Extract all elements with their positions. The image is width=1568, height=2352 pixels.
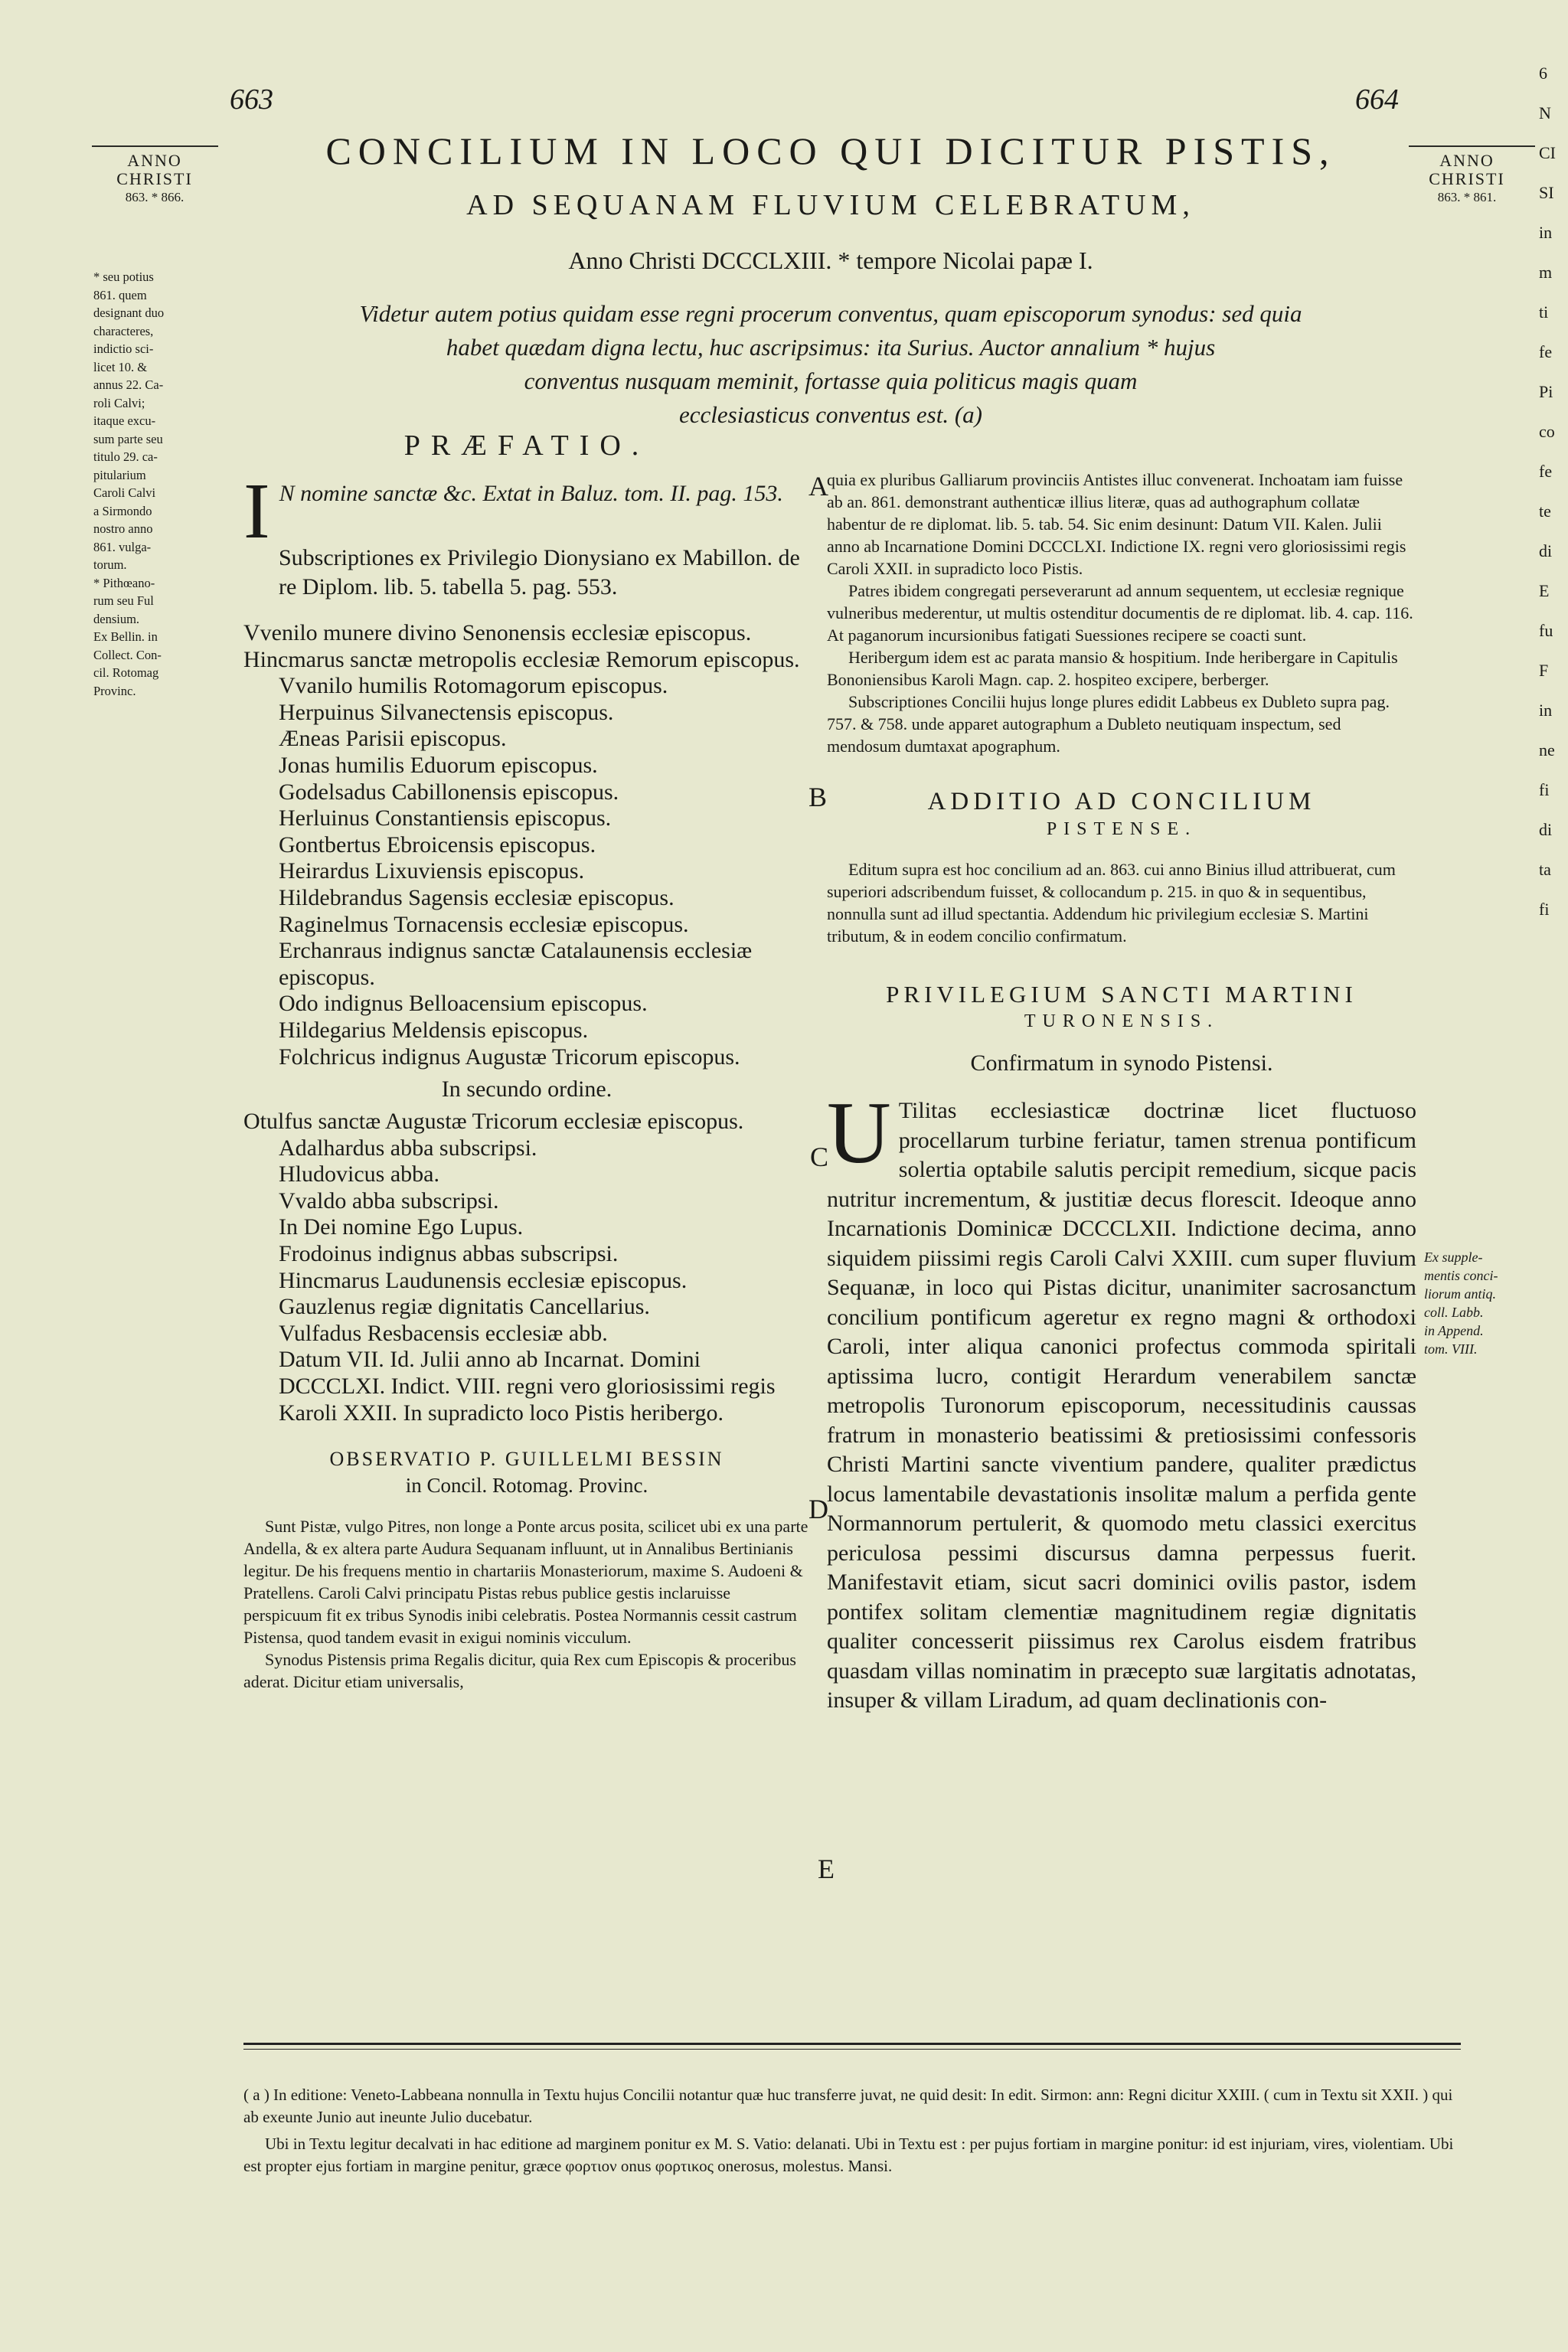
anno-left-years: 863. * 866.: [125, 190, 185, 204]
intro-line: conventus nusquam meminit, fortasse quia politicus magis quam: [524, 368, 1138, 394]
privilege-heading: PRIVILEGIUM SANCTI MARTINI: [886, 981, 1357, 1008]
subscriber-entry: Gauzlenus regiæ dignitatis Cancellarius.: [279, 1294, 650, 1320]
anno-rule-left: [92, 145, 218, 147]
margin-letter: A: [808, 471, 828, 501]
note-para: Patres ibidem congregati perseverarunt ad annum sequentem, ut ecclesiæ regnique vulneribus mederentur, ut multis ostenditur documentis de re diplomat. lib. 4. cap. 116. At paganorum incursionibus fatigati Suessiones recipere se coacti sunt.: [827, 581, 1413, 645]
subscriber-entry: Erchanraus indignus sanctæ Catalaunensis ecclesiæ episcopus.: [279, 938, 753, 990]
anno-right-years: 863. * 861.: [1437, 190, 1497, 204]
subscriber-entry: Vvenilo munere divino Senonensis ecclesiæ episcopus.: [243, 620, 752, 645]
addition-heading: ADDITIO AD CONCILIUM: [927, 788, 1316, 815]
edge-fragment: in: [1539, 223, 1553, 242]
subscriber-list-second: [243, 1109, 810, 1426]
subscriber-entry: Adalhardus abba subscripsi.: [279, 1135, 537, 1161]
intro-line: Videtur autem potius quidam esse regni procerum conventus, quam episcoporum synodus: sed quia: [359, 300, 1302, 327]
addition-text: Editum supra est hoc concilium ad an. 863. cui anno Binius illud attribuerat, cum superiori adscribendum fuisset, & collocandum p. 215. in quo & in sequentibus, nonnulla sunt ad illud spectantia. Addendum hic privilegium ecclesiæ S. Martini tributum, & in eodem concilio confirmatum.: [827, 860, 1396, 946]
subscriber-entry: Herluinus Constantiensis episcopus.: [279, 805, 612, 831]
margin-note-line: coll. Labb.: [1424, 1305, 1484, 1320]
drop-cap: I: [243, 467, 270, 555]
subscriber-entry: Herpuinus Silvanectensis episcopus.: [279, 699, 614, 725]
edge-fragment: ne: [1539, 740, 1555, 760]
subscriber-entry: Frodoinus indignus abbas subscripsi.: [279, 1241, 619, 1267]
edge-fragment: 6: [1539, 64, 1547, 83]
second-order-heading: In secundo ordine.: [441, 1076, 612, 1102]
anno-christi-right: [1413, 152, 1521, 207]
subscriber-entry: Jonas humilis Eduorum episcopus.: [279, 752, 598, 778]
margin-note-line: Provinc.: [93, 683, 136, 698]
edge-fragment: fe: [1539, 342, 1553, 361]
margin-note-line: roli Calvi;: [93, 395, 145, 410]
margin-note-line: itaque excu-: [93, 413, 156, 428]
edge-fragment: F: [1539, 661, 1549, 680]
council-subtitle: AD SEQUANAM FLUVIUM CELEBRATUM,: [466, 189, 1195, 221]
council-date-line: Anno Christi DCCCLXIII. * tempore Nicolai papæ I.: [568, 247, 1093, 274]
edge-fragment: Pi: [1539, 382, 1553, 401]
subscriber-list: [243, 620, 810, 1070]
subscriber-entry: Datum VII. Id. Julii anno ab Incarnat. Domini DCCCLXI. Indict. VIII. regni vero gloriosissimi regis Karoli XXII. In supradicto loco Pistis heribergo.: [279, 1347, 776, 1426]
subscriber-entry: Otulfus sanctæ Augustæ Tricorum ecclesiæ episcopus.: [243, 1109, 744, 1135]
observatio-heading: [243, 1446, 810, 1498]
margin-note-line: in Append.: [1424, 1323, 1484, 1338]
margin-note-line: indictio sci-: [93, 341, 154, 356]
anno-left-line1: ANNO: [127, 151, 182, 170]
edge-fragment: di: [1539, 541, 1553, 560]
edge-fragment: m: [1539, 263, 1553, 282]
margin-letter: B: [808, 782, 828, 812]
edge-fragment: SI: [1539, 183, 1554, 202]
note-para: Subscriptiones Concilii hujus longe plures edidit Labbeus ex Dubleto supra pag. 757. & 758. unde apparet autographum a Dubleto neutiquam inspectum, sed mendosum dumtaxat apographum.: [827, 692, 1390, 756]
subscriber-entry: Folchricus indignus Augustæ Tricorum episcopus.: [279, 1044, 740, 1070]
margin-note-line: designant duo: [93, 305, 165, 320]
observatio-para: Sunt Pistæ, vulgo Pitres, non longe a Ponte arcus posita, scilicet ubi ex una parte Andella, & ex altera parte Audura Sequanam influunt, ut in Annalibus Bertinianis legitur. De his frequens mentio in chartariis Monasteriorum, maxime S. Audoeni & Pratellens. Caroli Calvi principatu Pistas rebus publice gestis inclaruisse perspicuum fit ex tribus Synodis inibi celebratis. Postea Normannis cessit castrum Pistensa, quod tandem evasit in exigui nominis vicculum.: [243, 1517, 808, 1648]
margin-note-line: rum seu Ful: [93, 593, 154, 608]
privilege-subheading: TURONENSIS.: [1024, 1011, 1220, 1031]
subscriber-entry: Godelsadus Cabillonensis episcopus.: [279, 779, 619, 805]
subscriber-entry: Heirardus Lixuviensis episcopus.: [279, 858, 585, 884]
margin-letter: E: [818, 1854, 835, 1884]
margin-note-line: licet 10. &: [93, 359, 148, 374]
observatio-text: [243, 1515, 810, 1693]
margin-note-line: cil. Rotomag: [93, 665, 159, 680]
addition-subheading: PISTENSE.: [1046, 819, 1197, 839]
footnote-rule: [243, 2049, 1461, 2050]
subscriber-entry: Vulfadus Resbacensis ecclesiæ abb.: [279, 1320, 608, 1346]
observatio-para: Synodus Pistensis prima Regalis dicitur, quia Rex cum Episcopis & proceribus aderat. Dicitur etiam universalis,: [243, 1650, 796, 1692]
edge-fragment: fi: [1539, 780, 1550, 799]
right-margin-note: [1424, 1248, 1539, 1358]
subscriber-entry: Vvanilo humilis Rotomagorum episcopus.: [279, 673, 668, 699]
margin-note-line: 861. quem: [93, 287, 147, 302]
edge-fragment: N: [1539, 103, 1551, 122]
left-column: [243, 429, 810, 1693]
edge-fragment: fi: [1539, 900, 1550, 919]
edge-fragment: di: [1539, 820, 1553, 839]
anno-christi-left: [101, 152, 208, 207]
margin-note-line: tom. VIII.: [1424, 1341, 1478, 1357]
subscriber-entry: Raginelmus Tornacensis ecclesiæ episcopus.: [279, 911, 689, 937]
margin-note-line: liorum antiq.: [1424, 1286, 1497, 1302]
page-number-left: 663: [230, 83, 273, 116]
anno-right-line1: ANNO: [1439, 151, 1494, 170]
anno-left-line2: CHRISTI: [116, 169, 193, 188]
margin-note-line: pitularium: [93, 467, 146, 482]
footnote: ( a ) In editione: Veneto-Labbeana nonnulla in Textu hujus Concilii notantur quæ huc transferre juvat, ne quid desit: In edit. Sirmon: ann: Regni dicitur XXIII. ( cum in Textu sit XXII. ) qui ab exeunte Junio aut ineunte Julio ducebatur.: [243, 2086, 1453, 2126]
page-number-right: 664: [1355, 83, 1399, 116]
margin-note-line: Ex Bellin. in: [93, 629, 158, 644]
subscriptions-source: Subscriptiones ex Privilegio Dionysiano ex Mabillon. de re Diplom. lib. 5. tabella 5. pag. 553.: [279, 545, 800, 599]
margin-note-line: torum.: [93, 557, 127, 572]
note-para: Heribergum idem est ac parata mansio & hospitium. Inde heribergare in Capitulis Bononiensibus Karoli Magn. cap. 2. hospiteo excipere, berberger.: [827, 648, 1398, 689]
subscriber-entry: Vvaldo abba subscripsi.: [279, 1187, 499, 1214]
observatio-subtitle: in Concil. Rotomag. Provinc.: [405, 1474, 648, 1498]
council-title: CONCILIUM IN LOCO QUI DICITUR PISTIS,: [325, 129, 1336, 172]
margin-note-line: 861. vulga-: [93, 539, 152, 554]
subscriber-entry: Hincmarus Laudunensis ecclesiæ episcopus.: [279, 1267, 688, 1293]
subscriber-entry: In Dei nomine Ego Lupus.: [279, 1214, 524, 1240]
edge-fragment: in: [1539, 701, 1553, 720]
anno-right-line2: CHRISTI: [1429, 169, 1505, 188]
footnote-rule: [243, 2043, 1461, 2045]
privilege-text: [827, 1084, 1416, 1716]
drop-cap: U: [827, 1084, 891, 1182]
margin-note-line: mentis conci-: [1424, 1268, 1498, 1283]
subscriber-entry: Hincmarus sanctæ metropolis ecclesiæ Remorum episcopus.: [243, 646, 800, 672]
margin-letter: C: [810, 1142, 829, 1172]
margin-note-line: characteres,: [93, 323, 154, 338]
margin-note-line: * seu potius: [93, 270, 154, 284]
praefatio-continued: [827, 469, 1416, 757]
margin-note-line: Collect. Con-: [93, 647, 162, 662]
praefatio-intro-text: N nomine sanctæ &c. Extat in Baluz. tom. II. pag. 153.: [279, 481, 783, 506]
margin-note-line: nostro anno: [93, 521, 153, 536]
edge-fragment: ta: [1539, 860, 1551, 879]
margin-letter: D: [808, 1494, 828, 1524]
margin-note-line: Ex supple-: [1424, 1250, 1483, 1265]
edge-fragment: ti: [1539, 302, 1549, 322]
margin-note-line: annus 22. Ca-: [93, 377, 164, 392]
margin-note-line: sum parte seu: [93, 431, 163, 446]
margin-note-line: Caroli Calvi: [93, 485, 156, 500]
praefatio-intro: [243, 467, 810, 555]
footnotes: [243, 2084, 1461, 2177]
subscriber-entry: Hludovicus abba.: [279, 1161, 439, 1187]
footnote: Ubi in Textu legitur decalvati in hac editione ad marginem ponitur ex M. S. Vatio: delanati. Ubi in Textu est : per pujus fortiam in margine ponitur: id est injuriam, vires, violentiam. Ubi est propter ejus fortiam in margine penitur, græce φορτιον onus φορτικος onerosus, molestus. Mansi.: [243, 2135, 1454, 2175]
adjacent-page-edge: [1539, 54, 1568, 2350]
anno-rule-right: [1409, 145, 1535, 147]
observatio-title: OBSERVATIO P. GUILLELMI BESSIN: [329, 1448, 724, 1471]
subscriber-entry: Odo indignus Belloacensium episcopus.: [279, 991, 648, 1017]
edge-fragment: CI: [1539, 143, 1556, 162]
privilege-confirmation: Confirmatum in synodo Pistensi.: [970, 1050, 1273, 1076]
edge-fragment: fu: [1539, 621, 1553, 640]
subscriber-entry: Gontbertus Ebroicensis episcopus.: [279, 831, 596, 858]
praefatio-heading: PRÆFATIO.: [403, 430, 650, 462]
intro-paragraph: [291, 297, 1370, 432]
right-column: [827, 469, 1416, 1716]
privilege-body: Tilitas ecclesiasticæ doctrinæ licet fluctuoso procellarum turbine feriatur, tamen strenua pontificum solertia optabile salutis percipit remedium, sicque pacis nutritur incrementum, & justitiæ decus florescit. Ideoque anno Incarnationis Dominicæ DCCCLXII. Indictione decima, anno siquidem piissimi regis Caroli Calvi XXIII. cum super fluvium Sequanæ, in loco qui Pistas dicitur, unanimiter sacrosanctum concilium pontificum ageretur ex regno magni & orthodoxi Caroli, inter aliqua canonici profectus commoda spiritali aptissima lucro, contigit Herardum venerabilem sanctæ metropolis Turonorum episcoporum, necessitudinis caussas fratrum in monasterio beatissimi & pretiosissimi confessoris Christi Martini sancte viventium pandere, qualiter prædictus locus lamentabile devastationis insolitæ malum a perfida gente Normannorum pertulerit, & quomodo metu classici exercitus periculosa pessimi discursus damna perpessus fuerit. Manifestavit etiam, sicut sacri dominici ovilis pastor, isdem pontifex solitam clementiæ magnitudinem regiæ dignitatis qualiter concesserit piissimus rex Carolus eisdem fratribus quasdam villas nominatim in præcepto suæ largitatis adnotatas, insuper & villam Liradum, ad quam declinationis con-: [827, 1098, 1416, 1713]
margin-note-line: densium.: [93, 611, 140, 626]
edge-fragment: co: [1539, 422, 1555, 441]
intro-line: ecclesiasticus conventus est. (a): [679, 401, 982, 428]
left-margin-note: [93, 268, 231, 700]
subscriber-entry: Hildegarius Meldensis episcopus.: [279, 1017, 589, 1043]
margin-note-line: a Sirmondo: [93, 503, 152, 518]
intro-line: habet quædam digna lectu, huc ascripsimus: ita Surius. Auctor annalium * hujus: [446, 334, 1216, 361]
subscriber-entry: Hildebrandus Sagensis ecclesiæ episcopus.: [279, 884, 675, 910]
edge-fragment: E: [1539, 581, 1550, 600]
subscriber-entry: Æneas Parisii episcopus.: [279, 726, 507, 752]
margin-note-line: titulo 29. ca-: [93, 449, 158, 464]
note-para: quia ex pluribus Galliarum provinciis Antistes illuc convenerat. Inchoatam iam fuisse ab an. 861. demonstrant authenticæ illius literæ, quas ad authographum collatæ habentur de re diplomat. lib. 5. tab. 54. Sic enim desinunt: Datum VII. Kalen. Julii anno ab Incarnatione Domini DCCCLXI. Indictione IX. regni vero gloriosissimi regis Caroli XXII. in supradicto loco Pistis.: [827, 470, 1406, 578]
edge-fragment: te: [1539, 501, 1551, 521]
margin-note-line: * Pithœano-: [93, 575, 155, 590]
edge-fragment: fe: [1539, 462, 1553, 481]
